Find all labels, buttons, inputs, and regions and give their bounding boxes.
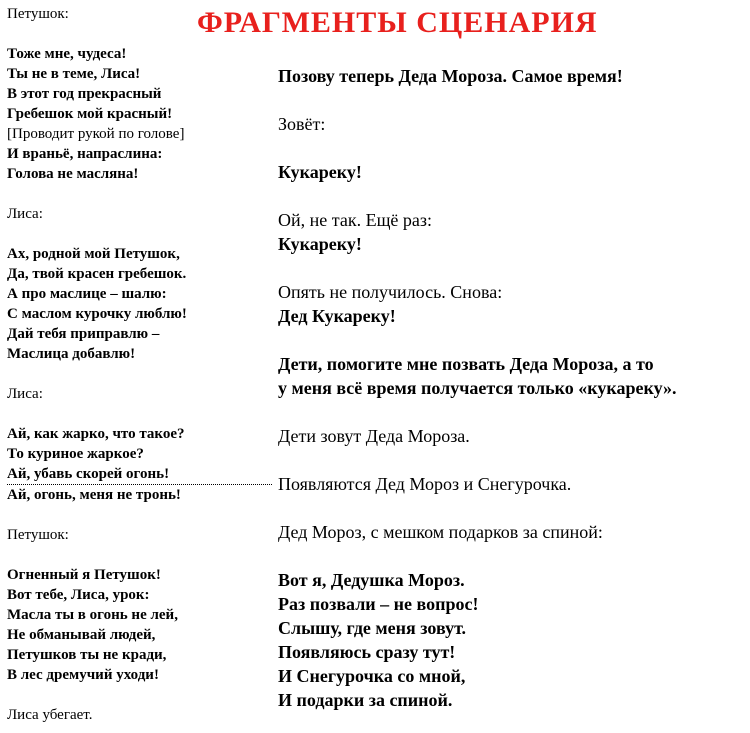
verse-line: Ай, огонь, меня не тронь! xyxy=(7,487,181,503)
stage-direction: Дед Мороз, с мешком подарков за спиной: xyxy=(278,522,603,542)
verse-line: Дед Кукареку! xyxy=(278,306,396,326)
stage-direction: Лиса: xyxy=(7,386,43,402)
verse-line: у меня всё время получается только «кукареку». xyxy=(278,378,677,398)
verse-line: Маслица добавлю! xyxy=(7,346,136,362)
stage-direction: Лиса: xyxy=(7,206,43,222)
blank-line xyxy=(7,364,272,384)
stage-direction: Зовёт: xyxy=(278,114,326,134)
verse-line: Огненный я Петушок! xyxy=(7,567,161,583)
verse-line: Раз позвали – не вопрос! xyxy=(278,594,479,614)
blank-line xyxy=(278,136,748,160)
blank-line xyxy=(278,448,748,472)
blank-line xyxy=(7,545,272,565)
blank-line xyxy=(7,505,272,525)
stage-direction: [Проводит рукой по голове] xyxy=(7,126,185,142)
stage-direction: Лиса убегает. xyxy=(7,707,93,723)
verse-line: Ах, родной мой Петушок, xyxy=(7,246,180,262)
right-column-scene xyxy=(278,64,748,712)
verse-line: Позову теперь Деда Мороза. Самое время! xyxy=(278,66,623,86)
left-column-scene xyxy=(7,4,272,725)
stage-direction: Появляются Дед Мороз и Снегурочка. xyxy=(278,474,572,494)
verse-line: Голова не масляна! xyxy=(7,166,139,182)
stage-direction: Дети зовут Деда Мороза. xyxy=(278,426,470,446)
verse-line: С маслом курочку люблю! xyxy=(7,306,187,322)
verse-line: Вот я, Дедушка Мороз. xyxy=(278,570,465,590)
verse-line: Ты не в теме, Лиса! xyxy=(7,66,141,82)
verse-line: Тоже мне, чудеса! xyxy=(7,46,127,62)
verse-line: Кукареку! xyxy=(278,162,362,182)
blank-line xyxy=(278,544,748,568)
blank-line xyxy=(7,685,272,705)
verse-line: Да, твой красен гребешок. xyxy=(7,266,187,282)
blank-line xyxy=(278,496,748,520)
verse-line: Кукареку! xyxy=(278,234,362,254)
verse-line: Ай, убавь скорей огонь! xyxy=(7,464,272,485)
verse-line: И враньё, напраслина: xyxy=(7,146,163,162)
blank-line xyxy=(278,256,748,280)
blank-line xyxy=(278,328,748,352)
verse-line: Вот тебе, Лиса, урок: xyxy=(7,587,150,603)
verse-line: Ай, как жарко, что такое? xyxy=(7,426,185,442)
blank-line xyxy=(7,224,272,244)
verse-line: Появляюсь сразу тут! xyxy=(278,642,456,662)
verse-line: В этот год прекрасный xyxy=(7,86,162,102)
verse-line: Дай тебя приправлю – xyxy=(7,326,160,342)
stage-direction: Петушок: xyxy=(7,527,69,543)
blank-line xyxy=(7,404,272,424)
verse-line: В лес дремучий уходи! xyxy=(7,667,159,683)
stage-direction: Ой, не так. Ещё раз: xyxy=(278,210,433,230)
verse-line: И Снегурочка со мной, xyxy=(278,666,466,686)
verse-line: Слышу, где меня зовут. xyxy=(278,618,467,638)
blank-line xyxy=(278,184,748,208)
page-title: ФРАГМЕНТЫ СЦЕНАРИЯ xyxy=(197,6,598,39)
verse-line: Масла ты в огонь не лей, xyxy=(7,607,178,623)
stage-direction: Петушок: xyxy=(7,6,69,22)
verse-line: Гребешок мой красный! xyxy=(7,106,173,122)
verse-line: Не обманывай людей, xyxy=(7,627,156,643)
verse-line: Дети, помогите мне позвать Деда Мороза, а то xyxy=(278,354,654,374)
stage-direction: Опять не получилось. Снова: xyxy=(278,282,503,302)
verse-line: А про маслице – шалю: xyxy=(7,286,167,302)
blank-line xyxy=(278,88,748,112)
verse-line: То куриное жаркое? xyxy=(7,446,144,462)
blank-line xyxy=(278,400,748,424)
verse-line: Петушков ты не кради, xyxy=(7,647,167,663)
blank-line xyxy=(7,184,272,204)
verse-line: И подарки за спиной. xyxy=(278,690,453,710)
blank-line xyxy=(7,24,272,44)
